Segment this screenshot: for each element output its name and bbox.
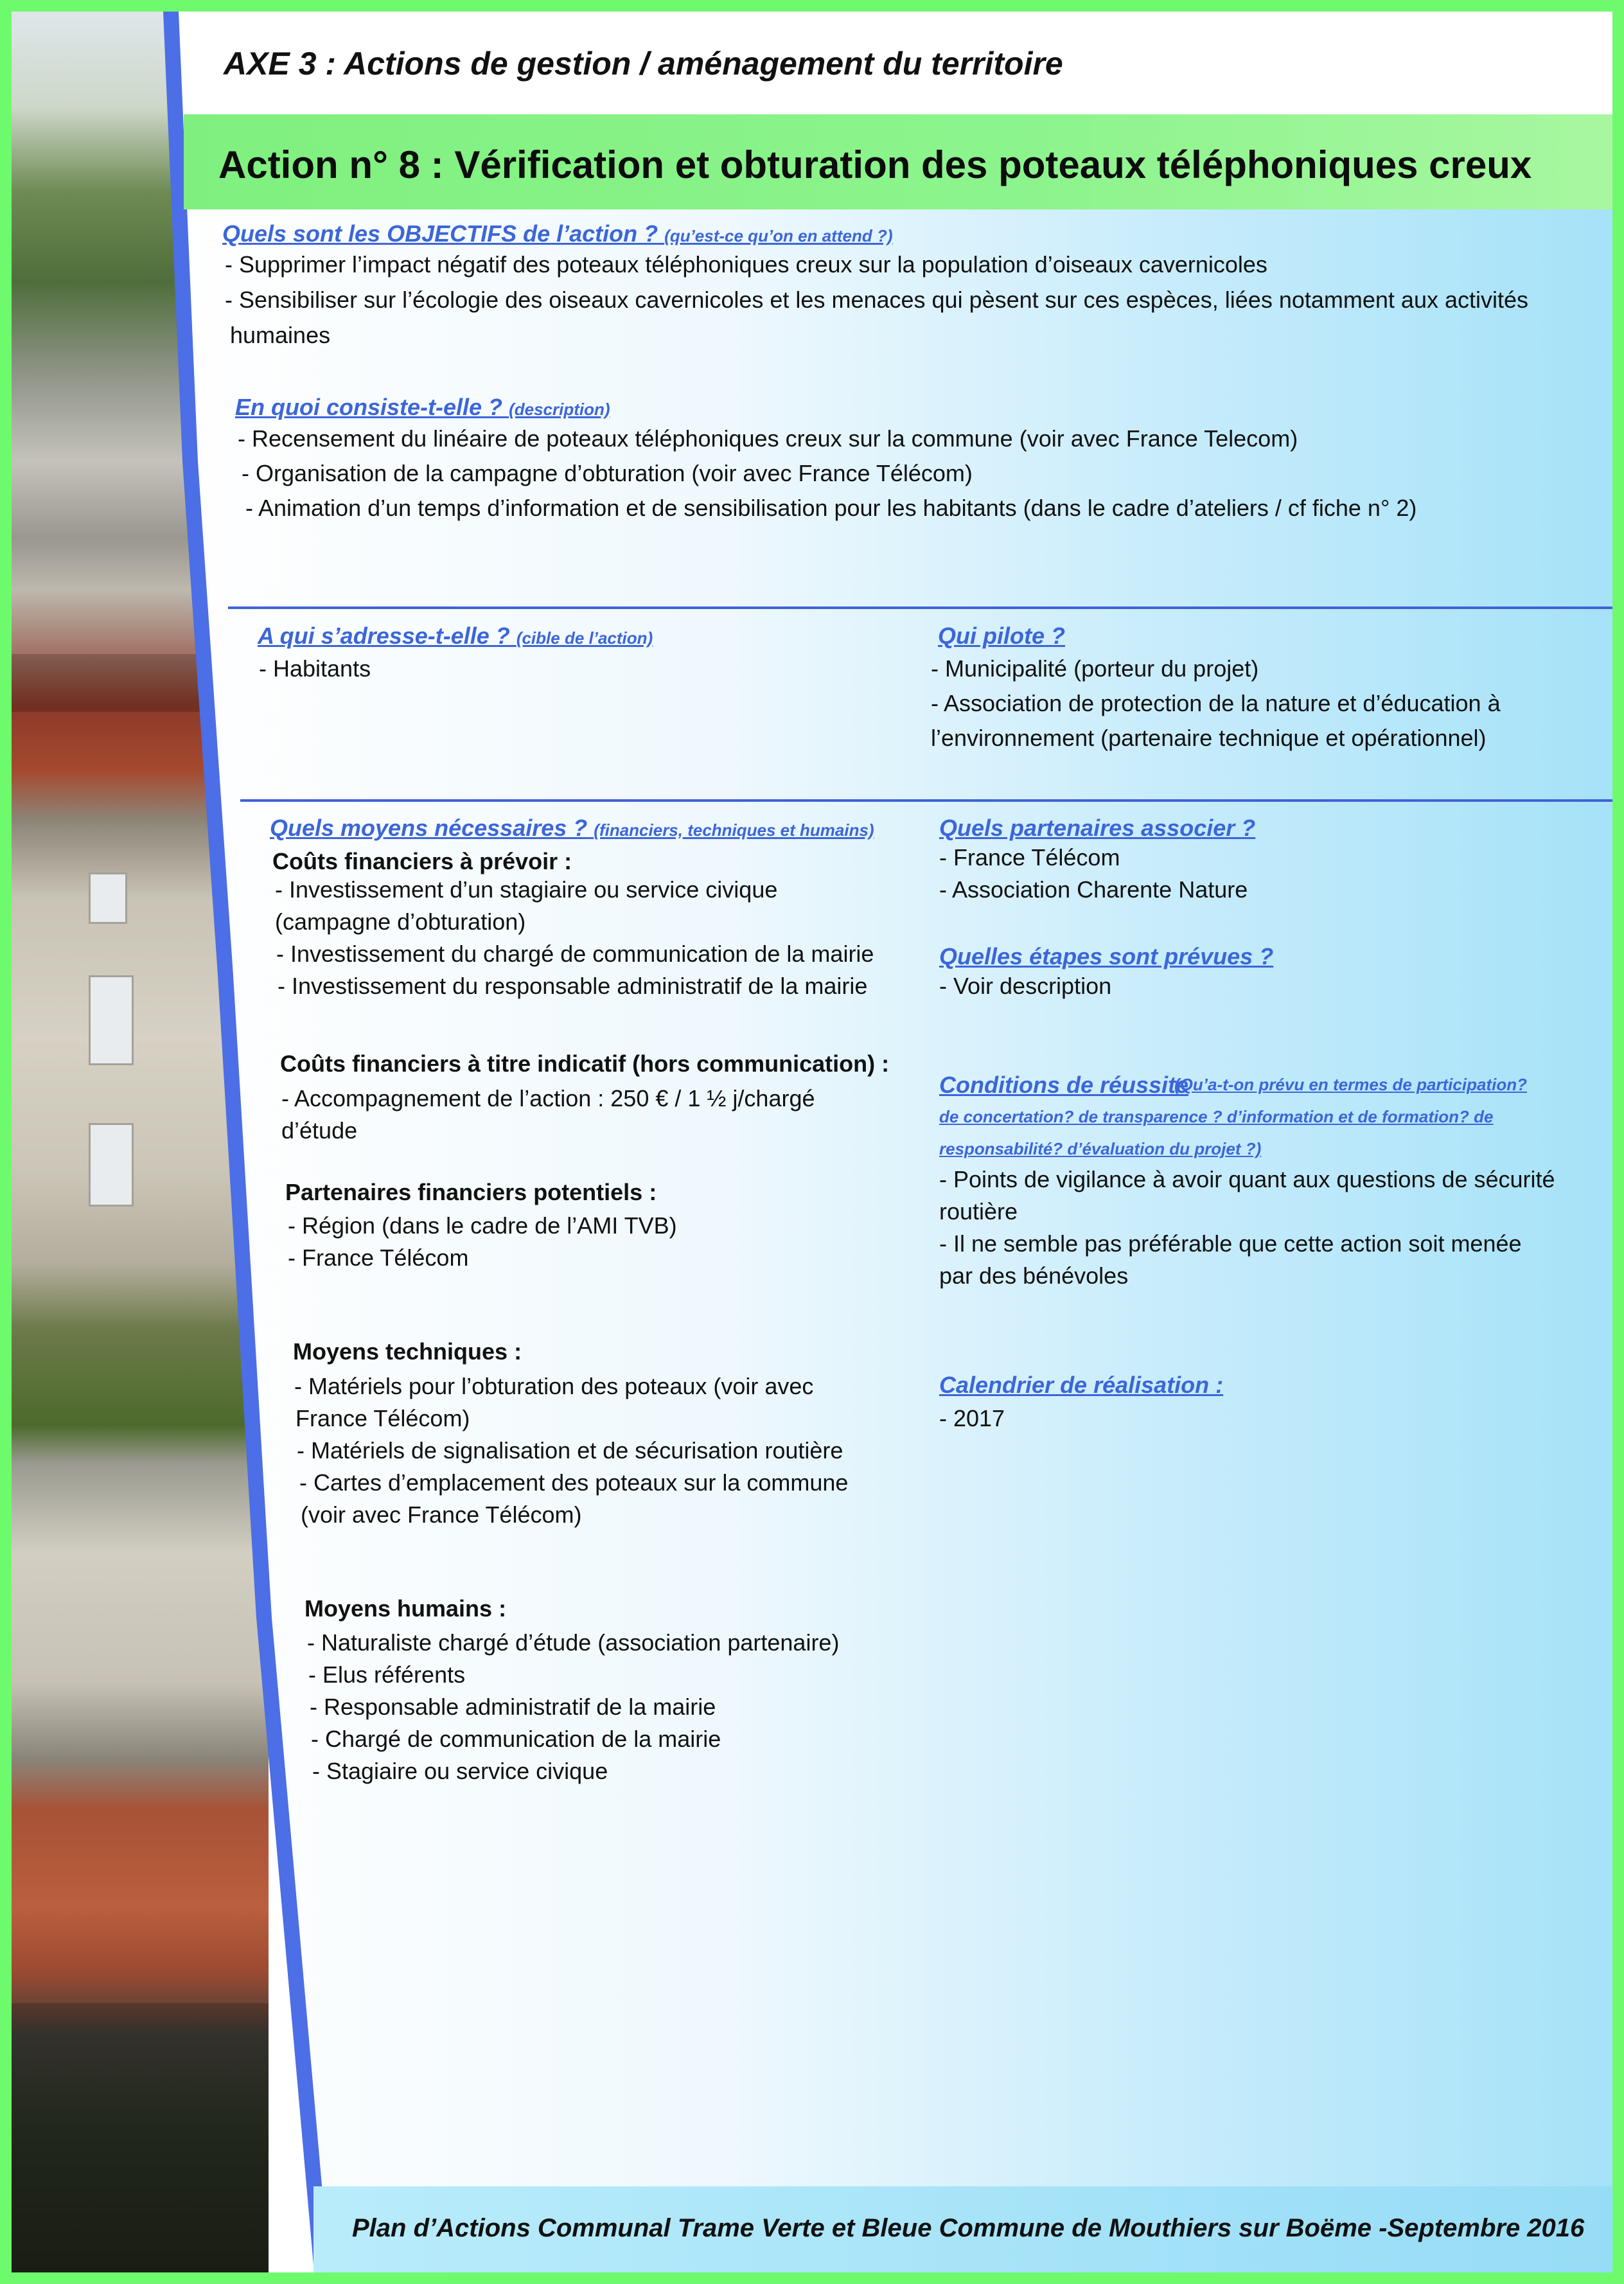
conditions-heading: Conditions de réussite [939,1072,1189,1098]
etapes-heading: Quelles étapes sont prévues ? [939,943,1274,969]
pilote-line: l’environnement (partenaire technique et opérationnel) [931,725,1487,751]
couts-line: (campagne d’obturation) [275,908,526,935]
etapes-line: - Voir description [939,973,1112,999]
partenaires-heading: Quels partenaires associer ? [939,815,1256,841]
photo-window [89,975,134,1065]
moyens-heading [270,815,874,842]
objectifs-line: humaines [230,322,331,348]
section-divider [228,606,1612,609]
humains-title: Moyens humains : [304,1595,507,1622]
photo-window [89,1123,134,1207]
conditions-line: par des bénévoles [939,1262,1129,1289]
techniques-line: France Télécom) [296,1405,470,1431]
techniques-line: - Matériels pour l’obturation des poteaux (voir avec [294,1373,814,1399]
objectifs-subheading: (qu’est-ce qu’on en attend ?) [664,226,893,245]
pilote-line: - Association de protection de la nature et d’éducation à [931,690,1501,716]
moyens-subheading: (financiers, techniques et humains) [594,820,874,840]
moyens-heading-text: Quels moyens nécessaires ? [270,815,588,841]
cible-heading-text: A qui s’adresse-t-elle ? [258,623,510,649]
indicatif-title: Coûts financiers à titre indicatif (hors communication) : [280,1050,890,1077]
conditions-line: - Il ne semble pas préférable que cette action soit menée [939,1230,1522,1257]
humains-line: - Naturaliste chargé d’étude (association partenaire) [307,1629,840,1656]
indicatif-line: d’étude [281,1117,358,1144]
photo-window [89,872,127,924]
objectifs-heading-text: Quels sont les OBJECTIFS de l’action ? [222,220,658,247]
description-heading-text: En quoi consiste-t-elle ? [235,394,503,420]
partenaires-financiers-line: - France Télécom [288,1244,469,1271]
pilote-line: - Municipalité (porteur du projet) [931,655,1259,682]
cible-heading [258,623,653,650]
partenaires-financiers-title: Partenaires financiers potentiels : [285,1179,657,1205]
partenaires-line: - Association Charente Nature [939,876,1248,903]
indicatif-line: - Accompagnement de l’action : 250 € / 1 ½ j/chargé [281,1085,815,1111]
calendrier-heading: Calendrier de réalisation : [939,1372,1224,1398]
description-line: - Animation d’un temps d’information et de sensibilisation pour les habitants (dans le cadre d’ateliers / cf fiche n° 2) [245,495,1417,521]
objectifs-line: - Supprimer l’impact négatif des poteaux téléphoniques creux sur la population d’oiseaux cavernicoles [225,251,1267,278]
conditions-subheading: responsabilité? d’évaluation du projet ?) [939,1139,1262,1158]
photo-shadow [12,2003,269,2272]
section-divider [240,799,1612,802]
axe-title: AXE 3 : Actions de gestion / aménagement du territoire [224,46,1063,82]
action-title: Action n° 8 : Vérification et obturation des poteaux téléphoniques creux [218,143,1532,186]
page-frame [12,12,1612,2272]
partenaires-financiers-line: - Région (dans le cadre de l’AMI TVB) [288,1212,677,1239]
calendrier-line: - 2017 [939,1405,1005,1431]
conditions-line: - Points de vigilance à avoir quant aux questions de sécurité [939,1166,1555,1192]
techniques-line: (voir avec France Télécom) [301,1501,582,1528]
description-heading [235,394,610,421]
conditions-subheading: de concertation? de transparence ? d’information et de formation? de [939,1107,1494,1126]
humains-line: - Chargé de communication de la mairie [311,1726,721,1752]
pilote-heading: Qui pilote ? [938,623,1065,649]
conditions-subheading: (Qu’a-t-on prévu en termes de participation? [1174,1075,1527,1094]
objectifs-heading [222,220,893,247]
couts-line: - Investissement du chargé de communication de la mairie [276,941,874,967]
techniques-line: - Matériels de signalisation et de sécurisation routière [297,1437,843,1464]
couts-line: - Investissement du responsable administratif de la mairie [278,973,868,999]
description-line: - Recensement du linéaire de poteaux téléphoniques creux sur la commune (voir avec France Telecom) [238,425,1298,452]
footer-text: Plan d’Actions Communal Trame Verte et Bleue Commune de Mouthiers sur Boëme -Septembre 2016 [352,2214,1585,2242]
partenaires-line: - France Télécom [939,844,1120,871]
humains-line: - Elus référents [308,1661,466,1688]
description-subheading: (description) [509,400,610,419]
cible-subheading: (cible de l’action) [516,628,653,648]
techniques-title: Moyens techniques : [293,1338,522,1365]
cible-line: - Habitants [259,655,371,682]
couts-line: - Investissement d’un stagiaire ou service civique [275,876,778,903]
couts-title: Coûts financiers à prévoir : [272,848,572,874]
techniques-line: - Cartes d’emplacement des poteaux sur la commune [299,1469,849,1496]
humains-line: - Stagiaire ou service civique [312,1758,608,1784]
description-line: - Organisation de la campagne d’obturation (voir avec France Télécom) [242,460,973,486]
conditions-line: routière [939,1198,1018,1225]
humains-line: - Responsable administratif de la mairie [310,1694,716,1720]
objectifs-line: - Sensibiliser sur l’écologie des oiseaux cavernicoles et les menaces qui pèsent sur ces espèces, liées notamment aux activités [225,287,1529,313]
